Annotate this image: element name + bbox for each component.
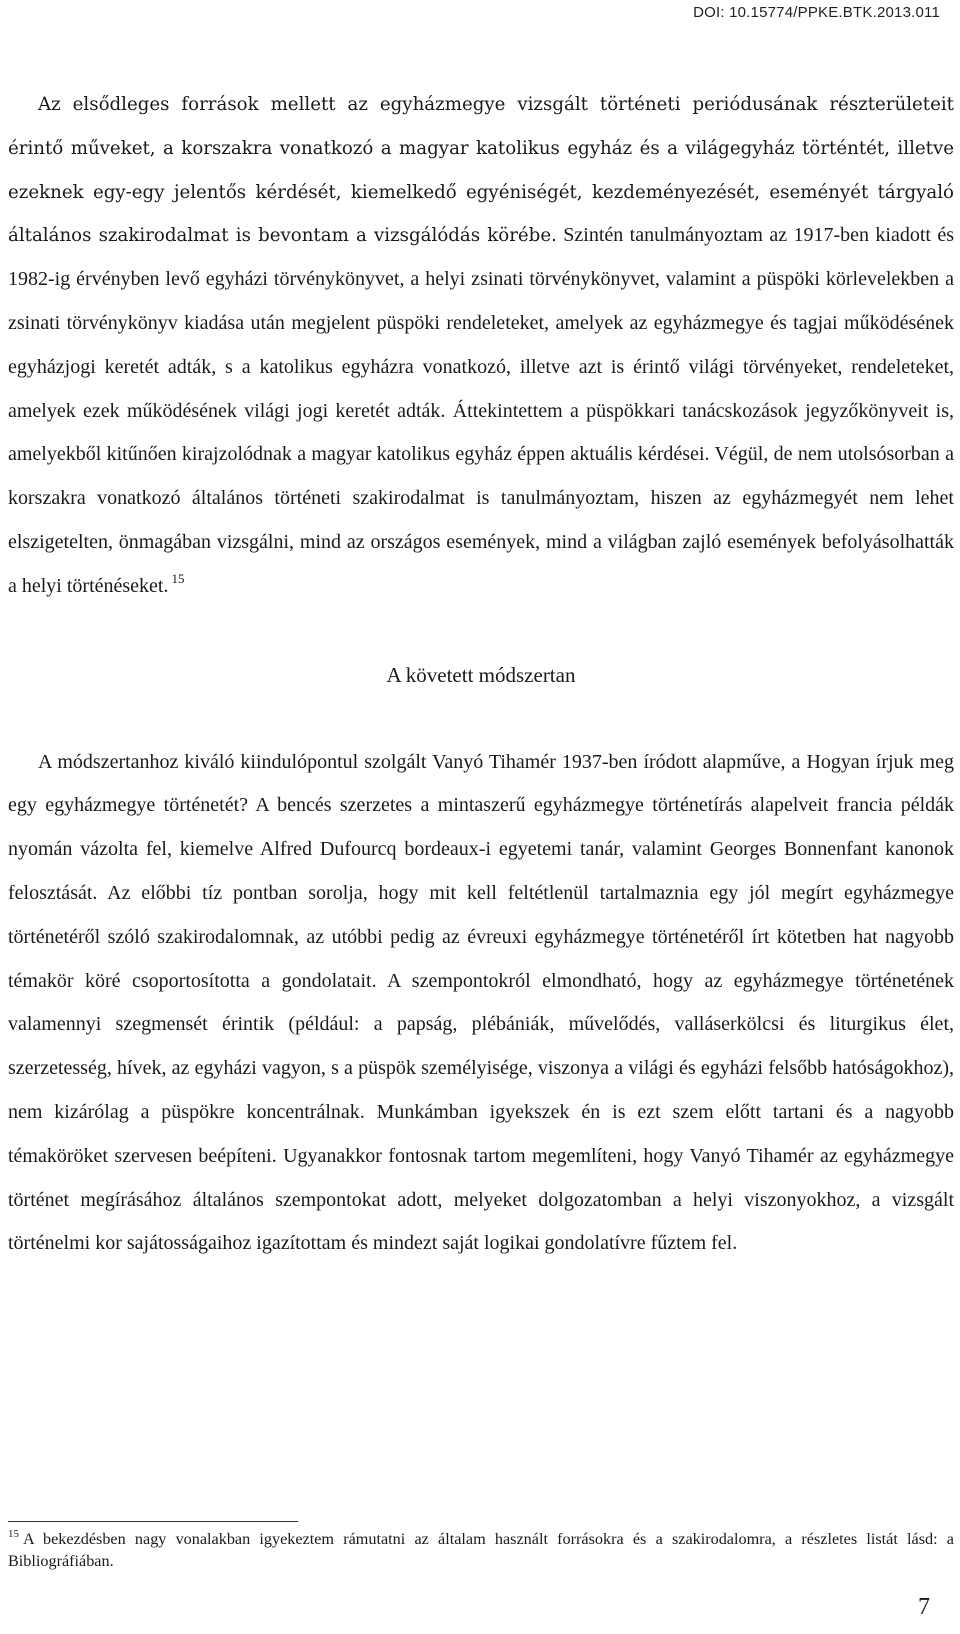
paragraph-methodology: A módszertanhoz kiváló kiindulópontul szolgált Vanyó Tihamér 1937-ben íródott alapműve, a Hogyan írjuk meg egy egyházmegye történetét? A bencés szerzetes a mintaszerű egyházmegye történetírás alapelveit francia példák nyomán vázolta fel, kiemelve Alfred Dufourcq bordeaux-i egyetemi tanár, valamint Georges Bonnenfant kanonok felosztását. Az előbbi tíz pontban sorolja, hogy mit kell feltétlenül tartalmaznia egy jól megírt egyházmegye történetéről szóló szakirodalomnak, az utóbbi pedig az évreuxi egyházmegye történetéről írt kötetben hat nagyobb témakör köré csoportosította a gondolatait. A szempontokról elmondható, hogy az egyházmegye történetének valamennyi szegmensét érintik (például: a papság, plébániák, művelődés, valláserkölcsi és liturgikus élet, szerzetesség, hívek, az egyházi vagyon, s a püspök személyisége, viszonya a világi és egyházi felsőbb hatóságokhoz), nem kizárólag a püspökre koncentrálnak. Munkámban igyekszek én is ezt szem előtt tartani és a nagyobb témaköröket szervesen beépíteni. Ugyanakkor fontosnak tartom megemlíteni, hogy Vanyó Tihamér az egyházmegye történet megírásához általános szempontokat adott, melyeket dolgozatomban a helyi viszonyokhoz, a vizsgált történelmi kor sajátosságaihoz igazítottam és mindezt saját logikai gondolatívre fűztem fel. (8, 750, 954, 1255)
page-body (8, 83, 954, 1266)
footnote-number: 15 (8, 1528, 19, 1540)
paragraph-sources-rest: Szintén tanulmányoztam az 1917-ben kiadott és 1982-ig érvényben levő egyházi törvénykönyvet, a helyi zsinati törvénykönyvet, valamint a püspöki körlevelekben a zsinati törvénykönyv kiadása után megjelent püspöki rendeleteket, amelyek az egyházmegye és tagjai működésének egyházjogi keretét adták, s a katolikus egyházra vonatkozó, illetve azt is érintő világi törvényeket, rendeleteket, amelyek ezek működésének világi jogi keretét adták. Áttekintettem a püspökkari tanácskozások jegyzőkönyveit is, amelyekből kitűnően kirajzolódnak a magyar katolikus egyház éppen aktuális kérdései. Végül, de nem utolsósorban a korszakra vonatkozó általános történeti szakirodalmat is tanulmányoztam, hiszen az egyházmegyét nem lehet elszigetelten, önmagában vizsgálni, mind az országos események, mind a világban zajló események befolyásolhatták a helyi történéseket. (8, 224, 954, 597)
paragraph-sources-intro: Az elsődleges források mellett az egyházmegye vizsgált történeti periódusának részterületeit érintő műveket, a korszakra vonatkozó a magyar katolikus egyház és a világegyház történtét, illetve ezeknek egy-egy jelentős kérdését, kiemelkedő egyéniségét, kezdeményezését, eseményét tárgyaló általános szakirodalmat is bevontam a vizsgálódás körébe. (8, 94, 954, 247)
footnote-separator (8, 1521, 298, 1522)
doi-header: DOI: 10.15774/PPKE.BTK.2013.011 (693, 4, 940, 21)
footnote-reference[interactable]: 15 (171, 570, 185, 586)
paragraph-sources (8, 83, 954, 609)
section-heading: A követett módszertan (386, 662, 576, 687)
footnote-text: A bekezdésben nagy vonalakban igyekeztem rámutatni az általam használt forrásokra és a szakirodalomra, a részletes listát lásd: a Bibliográfiában. (8, 1530, 954, 1570)
page-number: 7 (918, 1594, 930, 1620)
footnote (8, 1528, 954, 1572)
